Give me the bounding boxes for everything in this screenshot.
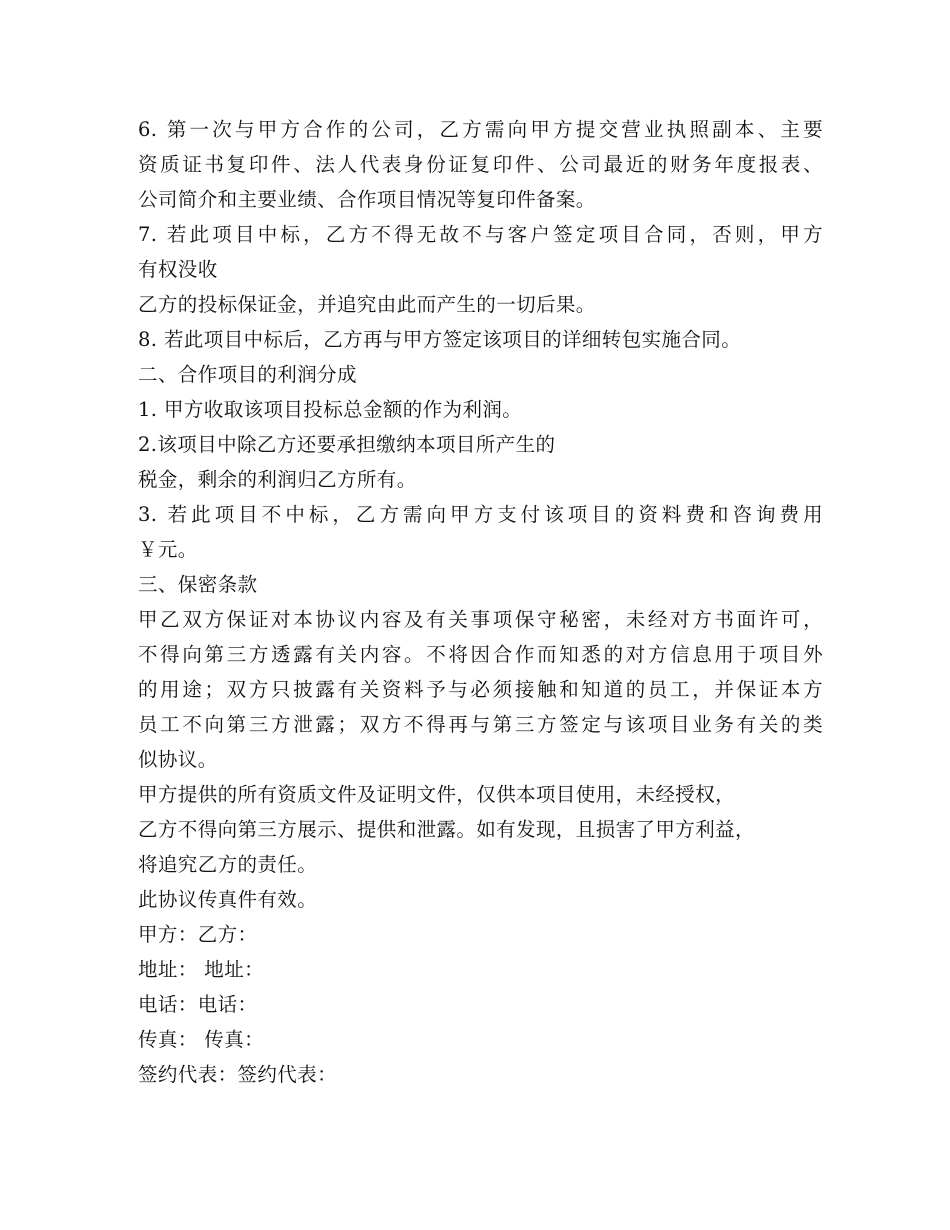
clause-8-line: 8. 若此项目中标后，乙方再与甲方签定该项目的详细转包实施合同。 — [138, 328, 742, 351]
section-2-heading: 二、合作项目的利润分成 — [138, 363, 357, 386]
clause-7-line-3: 乙方的投标保证金，并追究由此而产生的一切后果。 — [138, 293, 596, 316]
confidentiality-para-2-line-2: 乙方不得向第三方展示、提供和泄露。如有发现，且损害了甲方利益， — [138, 818, 755, 841]
signature-fax: 传真： 传真： — [138, 1028, 264, 1051]
profit-item-3-line-1: 3. 若此项目不中标，乙方需向甲方支付该项目的资料费和咨询费用 — [138, 503, 823, 526]
profit-item-2-line-2: 税金，剩余的利润归乙方所有。 — [138, 468, 417, 491]
confidentiality-para-2-line-3: 将追究乙方的责任。 — [138, 853, 318, 876]
confidentiality-para-1-line-1: 甲乙双方保证对本协议内容及有关事项保守秘密，未经对方书面许可， — [138, 608, 823, 631]
profit-item-1: 1. 甲方收取该项目投标总金额的作为利润。 — [138, 398, 523, 421]
confidentiality-para-1-line-3: 的用途；双方只披露有关资料予与必须接触和知道的员工，并保证本方 — [138, 678, 823, 701]
clause-7-line-1: 7. 若此项目中标，乙方不得无故不与客户签定项目合同，否则，甲方 — [138, 223, 823, 246]
clause-6-line-2: 资质证书复印件、法人代表身份证复印件、公司最近的财务年度报表、 — [138, 153, 823, 176]
section-3-heading: 三、保密条款 — [138, 573, 258, 596]
signature-address: 地址： 地址： — [138, 958, 264, 981]
fax-validity-statement: 此协议传真件有效。 — [138, 888, 318, 911]
document-page — [138, 112, 828, 1092]
signature-phone: 电话：电话： — [138, 993, 258, 1016]
confidentiality-para-1-line-5: 似协议。 — [138, 748, 218, 771]
confidentiality-para-1-line-2: 不得向第三方透露有关内容。不将因合作而知悉的对方信息用于项目外 — [138, 643, 823, 666]
profit-item-2-line-1: 2.该项目中除乙方还要承担缴纳本项目所产生的 — [138, 433, 556, 456]
confidentiality-para-2-line-1: 甲方提供的所有资质文件及证明文件，仅供本项目使用，未经授权， — [138, 783, 736, 806]
clause-7-line-2: 有权没收 — [138, 258, 218, 281]
clause-6-line-3: 公司简介和主要业绩、合作项目情况等复印件备案。 — [138, 188, 596, 211]
signature-representative: 签约代表：签约代表： — [138, 1063, 338, 1086]
clause-6-line-1: 6. 第一次与甲方合作的公司，乙方需向甲方提交营业执照副本、主要 — [138, 118, 823, 141]
signature-party-a-b: 甲方：乙方： — [138, 923, 258, 946]
confidentiality-para-1-line-4: 员工不向第三方泄露；双方不得再与第三方签定与该项目业务有关的类 — [138, 713, 823, 736]
profit-item-3-line-2: ￥元。 — [138, 538, 198, 561]
